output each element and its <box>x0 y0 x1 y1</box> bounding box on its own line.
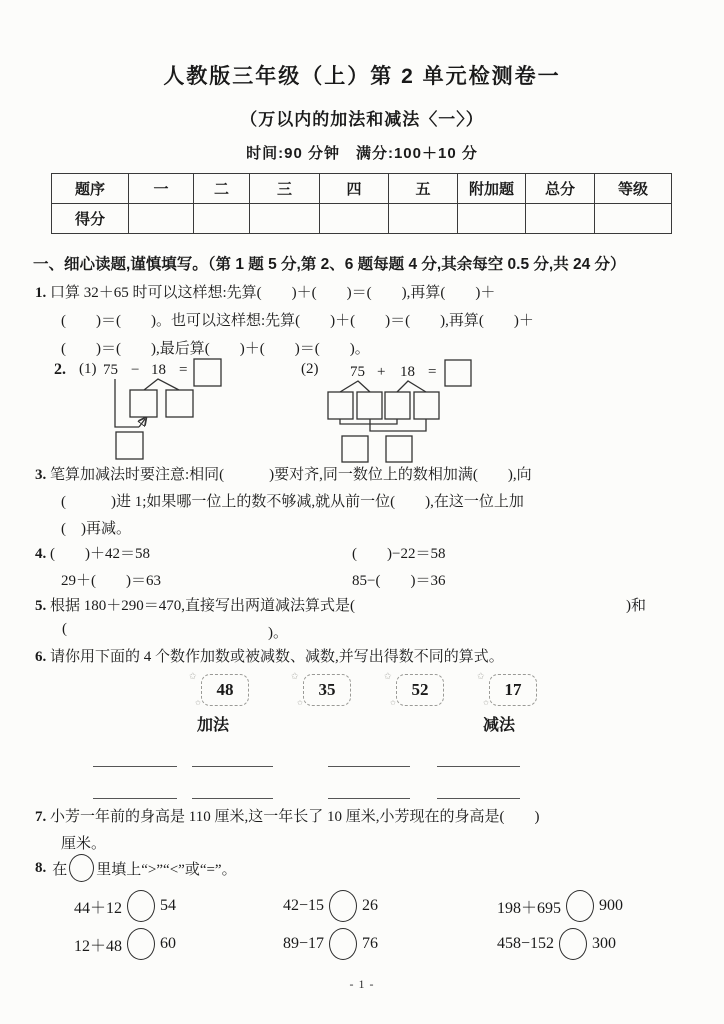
number-chip <box>189 671 249 707</box>
star-decoration-icon: ✩ <box>477 671 485 681</box>
answer-line <box>93 766 177 767</box>
score-cell-empty <box>320 204 389 234</box>
question-6-heading <box>35 645 504 666</box>
question-6-number: 6. <box>35 649 47 665</box>
score-cell-empty <box>458 204 526 234</box>
compare-circle-icon <box>69 854 94 882</box>
score-col-header: 总分 <box>526 174 595 204</box>
question-4-item-2: ( )−22＝58 <box>352 546 446 562</box>
exam-meta: 时间:90 分钟 满分:100＋10 分 <box>246 145 478 162</box>
comparison-item <box>283 890 378 922</box>
question-5-text: 根据 180＋290＝470,直接写出两道减法算式是( <box>50 598 355 614</box>
score-col-header: 四 <box>320 174 389 204</box>
comparison-right: 900 <box>599 897 624 914</box>
question-8-text-post: 里填上“>”“<”或“=”。 <box>96 861 237 878</box>
answer-line <box>328 798 410 799</box>
q2-part2-decomp-box-4 <box>414 392 439 419</box>
q2-part1-label: (1) <box>79 361 97 377</box>
comparison-right: 26 <box>362 897 379 914</box>
q2-part1-result-box <box>194 359 221 386</box>
question-4-number: 4. <box>35 546 47 562</box>
addition-label: 加法 <box>197 717 230 734</box>
comparison-left: 89−17 <box>283 935 325 952</box>
q2-part2-branch-lines-right <box>397 381 426 392</box>
q2-part2-addend-1: 75 <box>350 364 365 380</box>
q2-part1-minuend: 75 <box>103 362 118 378</box>
answer-line <box>437 798 520 799</box>
compare-circle-icon <box>127 890 155 922</box>
score-col-header: 一 <box>129 174 194 204</box>
score-table-header-row <box>52 174 672 204</box>
star-decoration-icon: ✩ <box>297 699 303 707</box>
q2-part2-bottom-box-2 <box>386 436 412 462</box>
question-4-item-3: 29＋( )＝63 <box>61 573 161 589</box>
chip-value: 17 <box>504 680 522 699</box>
comparison-left: 458−152 <box>497 935 555 952</box>
question-4-item-4: 85−( )＝36 <box>352 573 446 589</box>
score-cell-empty <box>250 204 320 234</box>
q2-part1-decomp-box-1 <box>130 390 157 417</box>
compare-circle-icon <box>329 928 357 960</box>
question-3-number: 3. <box>35 467 47 483</box>
question-3-line-2: ( )进 1;如果哪一位上的数不够减,就从前一位( ),在这一位上加 <box>61 494 524 510</box>
question-7-text: 小芳一年前的身高是 110 厘米,这一年长了 10 厘米,小芳现在的身高是( ) <box>50 809 540 825</box>
q2-part2-label: (2) <box>301 361 319 377</box>
score-cell-empty <box>129 204 194 234</box>
q2-part2-decomp-box-2 <box>357 392 382 419</box>
answer-line <box>192 766 273 767</box>
q2-part2-result-box <box>445 360 471 386</box>
score-table-score-row <box>52 204 672 234</box>
comparison-item <box>74 890 176 922</box>
answer-line <box>93 798 177 799</box>
comparison-right: 60 <box>160 935 177 952</box>
star-decoration-icon: ✩ <box>291 671 299 681</box>
answer-line <box>437 766 520 767</box>
compare-circle-icon <box>566 890 594 922</box>
number-chip <box>384 671 444 707</box>
question-2-part1-diagram <box>48 355 283 467</box>
page-title: 人教版三年级（上）第 2 单元检测卷一 <box>163 65 561 88</box>
question-6-text: 请你用下面的 4 个数作加数或被减数、减数,并写出得数不同的算式。 <box>50 649 504 665</box>
section-one-heading: 一、细心读题,谨慎填写。（第 1 题 5 分,第 2、6 题每题 4 分,其余每空 0.5 分,共 24 分） <box>33 256 626 273</box>
q2-part1-bottom-box <box>116 432 143 459</box>
question-5-line-2-open: ( <box>62 621 67 637</box>
q2-part1-equals-sign: = <box>179 362 188 378</box>
number-chip <box>291 671 351 707</box>
question-3-line-3: ( )再减。 <box>61 521 131 537</box>
q2-part1-decomp-box-2 <box>166 390 193 417</box>
question-1-line-2: ( )＝( )。也可以这样想:先算( )＋( )＝( ),再算( )＋ <box>61 313 534 329</box>
answer-line <box>192 798 273 799</box>
question-8-heading <box>35 854 237 882</box>
star-decoration-icon: ✩ <box>195 699 201 707</box>
q2-part2-bracket-1 <box>340 419 397 424</box>
question-1-number: 1. <box>35 285 47 301</box>
subtraction-label: 减法 <box>483 717 516 734</box>
question-7-number: 7. <box>35 809 47 825</box>
score-cell-empty <box>389 204 458 234</box>
score-col-header: 五 <box>389 174 458 204</box>
question-7-line-2: 厘米。 <box>61 836 107 852</box>
question-8-number: 8. <box>35 859 47 876</box>
question-7-line-1 <box>35 805 539 826</box>
score-row-label: 得分 <box>52 204 129 234</box>
page-number: - 1 - <box>349 977 375 991</box>
number-chip <box>477 671 537 707</box>
star-decoration-icon: ✩ <box>384 671 392 681</box>
comparison-item <box>283 928 378 960</box>
chip-value: 52 <box>411 680 429 699</box>
comparison-item <box>74 928 176 960</box>
question-5-line-1 <box>35 594 355 615</box>
question-1-text: 口算 32＋65 时可以这样想:先算( )＋( )＝( ),再算( )＋ <box>50 285 496 301</box>
score-col-header: 三 <box>250 174 320 204</box>
chip-value: 35 <box>318 680 336 699</box>
q2-part2-bracket-2 <box>370 419 426 431</box>
comparison-right: 300 <box>592 935 617 952</box>
question-3-line-1 <box>35 463 532 484</box>
question-2-part2-diagram <box>293 355 483 467</box>
q2-part2-decomp-box-3 <box>385 392 410 419</box>
comparison-item <box>497 890 623 922</box>
question-3-text: 笔算加减法时要注意:相同( )要对齐,同一数位上的数相加满( ),向 <box>50 467 532 483</box>
q2-part1-minus-sign: − <box>131 362 140 378</box>
q2-part1-arrow <box>139 419 145 427</box>
question-4-item-1 <box>35 542 150 563</box>
q2-part2-addend-2: 18 <box>400 364 415 380</box>
q2-part2-decomp-box-1 <box>328 392 353 419</box>
comparison-left: 42−15 <box>283 897 325 914</box>
comparison-left: 198＋695 <box>497 899 562 917</box>
star-decoration-icon: ✩ <box>483 699 489 707</box>
q2-part1-branch-lines <box>144 379 179 390</box>
compare-circle-icon <box>559 928 587 960</box>
page-subtitle: （万以内的加法和减法〈一〉） <box>240 110 484 129</box>
q2-part2-branch-lines-left <box>340 381 370 392</box>
question-4-equation: ( )＋42＝58 <box>50 546 150 562</box>
score-table <box>51 173 672 234</box>
question-5-line-1-tail: )和 <box>626 598 646 614</box>
question-8-text-pre: 在 <box>52 861 68 878</box>
q2-part2-equals-sign: = <box>428 364 437 380</box>
score-col-header: 等级 <box>595 174 672 204</box>
question-2-number: 2. <box>54 361 66 378</box>
score-cell-empty <box>595 204 672 234</box>
comparison-left: 12＋48 <box>74 937 123 955</box>
comparison-right: 76 <box>362 935 379 952</box>
comparison-left: 44＋12 <box>74 899 123 917</box>
comparison-right: 54 <box>160 897 177 914</box>
score-cell-empty <box>526 204 595 234</box>
question-5-number: 5. <box>35 598 47 614</box>
compare-circle-icon <box>127 928 155 960</box>
answer-line <box>328 766 410 767</box>
comparison-item <box>497 928 616 960</box>
question-1-line-1 <box>35 281 495 302</box>
star-decoration-icon: ✩ <box>390 699 396 707</box>
score-col-header: 附加题 <box>458 174 526 204</box>
q2-part2-bottom-box-1 <box>342 436 368 462</box>
star-decoration-icon: ✩ <box>189 671 197 681</box>
question-1-line-3: ( )＝( ),最后算( )＋( )＝( )。 <box>61 341 370 357</box>
score-col-header: 题序 <box>52 174 129 204</box>
chip-value: 48 <box>216 680 234 699</box>
q2-part2-plus-sign: + <box>377 364 386 380</box>
q2-part1-subtrahend: 18 <box>151 362 166 378</box>
compare-circle-icon <box>329 890 357 922</box>
score-cell-empty <box>194 204 250 234</box>
score-col-header: 二 <box>194 174 250 204</box>
question-5-line-2-close: )。 <box>268 625 288 641</box>
